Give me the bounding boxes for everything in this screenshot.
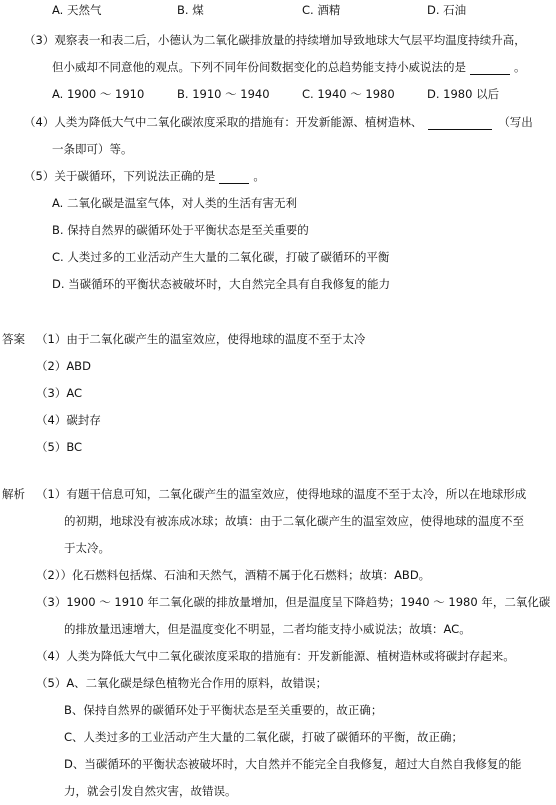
q5-option-a: A. 二氧化碳是温室气体，对人类的生活有害无利	[52, 196, 297, 210]
q3-option-c: C. 1940 ～ 1980	[302, 87, 395, 101]
analysis-line: C、人类过多的工业活动产生大量的二氧化碳，打破了碳循环的平衡，故正确；	[64, 730, 464, 744]
q4-answer-blank	[428, 117, 492, 130]
answer-item-3: （3）AC	[36, 386, 83, 400]
answer-item-1: （1）由于二氧化碳产生的温室效应，使得地球的温度不至于太冷	[36, 332, 366, 346]
analysis-line: 的初期，地球没有被冻成冰球；故填：由于二氧化碳产生的温室效应，使得地球的温度不至	[64, 514, 524, 528]
q4-stem-end: （写出	[498, 115, 533, 129]
q2-option-a: A. 天然气	[52, 3, 102, 17]
q5-option-d: D. 当碳循环的平衡状态被破坏时，大自然完全具有自我修复的能力	[52, 277, 391, 291]
q5-option-b: B. 保持自然界的碳循环处于平衡状态是至关重要的	[52, 223, 309, 237]
analysis-label: 解析	[2, 487, 25, 501]
analysis-line: （5）A、二氧化碳是绿色植物光合作用的原料，故错误；	[36, 676, 328, 690]
q3-option-d: D. 1980 以后	[427, 87, 500, 101]
q4-stem-line2: 一条即可）等。	[52, 142, 133, 156]
analysis-line: （3）1900 ～ 1910 年二氧化碳的排放量增加，但是温度呈下降趋势；1940 ～ 1980 年，二氧化碳	[36, 595, 551, 609]
q5-stem	[24, 168, 265, 184]
analysis-line: （4）人类为降低大气中二氧化碳浓度采取的措施有：开发新能源、植树造林或将碳封存起来。	[36, 649, 515, 663]
q5-option-c: C. 人类过多的工业活动产生大量的二氧化碳，打破了碳循环的平衡	[52, 250, 390, 264]
answer-item-5: （5）BC	[36, 440, 83, 454]
q3-answer-blank	[470, 62, 510, 75]
analysis-line: 力，就会引发自然灾害，故错误。	[64, 784, 237, 798]
answer-label: 答案	[2, 332, 25, 346]
q2-option-b: B. 煤	[177, 3, 204, 17]
q3-option-a: A. 1900 ～ 1910	[52, 87, 145, 101]
analysis-line: 的排放量迅速增大，但是温度变化不明显，二者均能支持小威说法；故填：AC。	[64, 622, 471, 636]
q2-option-c: C. 酒精	[302, 3, 341, 17]
q4-stem-line1	[24, 114, 533, 130]
analysis-line: 于太冷。	[64, 541, 110, 555]
analysis-line: D、当碳循环的平衡状态被破坏时，大自然并不能完全自我修复，超过大自然自我修复的能	[64, 757, 522, 771]
analysis-line: （1）有题干信息可知，二氧化碳产生的温室效应，使得地球的温度不至于太冷，所以在地球形成	[36, 487, 527, 501]
q5-answer-blank	[219, 171, 249, 184]
q4-stem-text: （4）人类为降低大气中二氧化碳浓度采取的措施有：开发新能源、植树造林、	[24, 115, 423, 129]
q5-stem-text: （5）关于碳循环，下列说法正确的是	[24, 169, 216, 183]
answer-item-4: （4）碳封存	[36, 413, 101, 427]
answer-item-2: （2）ABD	[36, 359, 91, 373]
q2-option-d: D. 石油	[427, 3, 467, 17]
q3-stem-text: 但小威却不同意他的观点。下列不同年份间数据变化的总趋势能支持小威说法的是	[52, 60, 466, 74]
q5-stem-end: 。	[253, 169, 265, 183]
q3-stem-end: 。	[514, 60, 526, 74]
q3-stem-line1: （3）观察表一和表二后，小德认为二氧化碳排放量的持续增加导致地球大气层平均温度持续升高，	[24, 33, 526, 47]
q3-option-b: B. 1910 ～ 1940	[177, 87, 270, 101]
analysis-line: B、保持自然界的碳循环处于平衡状态是至关重要的，故正确；	[64, 703, 383, 717]
q3-stem-line2	[52, 59, 526, 75]
analysis-line: （2））化石燃料包括煤、石油和天然气，酒精不属于化石燃料；故填：ABD。	[36, 568, 431, 582]
